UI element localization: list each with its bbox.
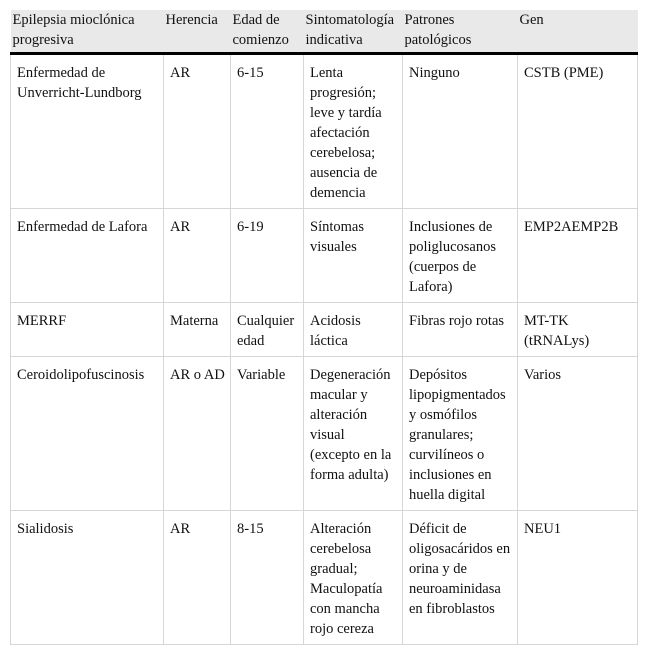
cell-onset-age: 8-15 <box>231 511 304 645</box>
cell-onset-age: Variable <box>231 357 304 511</box>
table-row <box>11 303 638 357</box>
cell-gene: Varios <box>518 357 638 511</box>
cell-inheritance: AR o AD <box>164 357 231 511</box>
table-row <box>11 54 638 209</box>
cell-pathology: Fibras rojo rotas <box>403 303 518 357</box>
header-gen: Gen <box>518 10 638 54</box>
table-row <box>11 357 638 511</box>
cell-onset-age: 6-15 <box>231 54 304 209</box>
cell-symptoms: Acidosis láctica <box>304 303 403 357</box>
cell-gene: EMP2AEMP2B <box>518 209 638 303</box>
table-container <box>10 10 637 645</box>
header-edad: Edad de comienzo <box>231 10 304 54</box>
cell-disease: Sialidosis <box>11 511 164 645</box>
cell-disease: Enfermedad de Unverricht-Lundborg <box>11 54 164 209</box>
cell-inheritance: AR <box>164 209 231 303</box>
cell-pathology: Déficit de oligosacáridos en orina y de neuroaminidasa en fibroblastos <box>403 511 518 645</box>
header-row <box>11 10 638 54</box>
cell-pathology: Inclusiones de poliglucosanos (cuerpos de Lafora) <box>403 209 518 303</box>
header-sintomatologia: Sintomatología indicativa <box>304 10 403 54</box>
cell-inheritance: Materna <box>164 303 231 357</box>
table-header <box>11 10 638 54</box>
cell-gene: CSTB (PME) <box>518 54 638 209</box>
header-epilepsia: Epilepsia mioclónica progresiva <box>11 10 164 54</box>
cell-pathology: Depósitos lipopigmentados y osmófilos granulares; curvilíneos o inclusiones en huella digital <box>403 357 518 511</box>
table-body <box>11 54 638 645</box>
cell-disease: Ceroidolipofuscinosis <box>11 357 164 511</box>
cell-inheritance: AR <box>164 511 231 645</box>
header-patrones: Patrones patológicos <box>403 10 518 54</box>
epilepsy-table <box>10 10 638 645</box>
cell-pathology: Ninguno <box>403 54 518 209</box>
table-row <box>11 511 638 645</box>
cell-onset-age: 6-19 <box>231 209 304 303</box>
cell-symptoms: Degeneración macular y alteración visual (excepto en la forma adulta) <box>304 357 403 511</box>
table-row <box>11 209 638 303</box>
cell-inheritance: AR <box>164 54 231 209</box>
cell-disease: Enfermedad de Lafora <box>11 209 164 303</box>
cell-symptoms: Alteración cerebelosa gradual; Maculopatía con mancha rojo cereza <box>304 511 403 645</box>
cell-gene: MT-TK (tRNALys) <box>518 303 638 357</box>
header-herencia: Herencia <box>164 10 231 54</box>
cell-disease: MERRF <box>11 303 164 357</box>
cell-gene: NEU1 <box>518 511 638 645</box>
cell-symptoms: Lenta progresión; leve y tardía afectación cerebelosa; ausencia de demencia <box>304 54 403 209</box>
cell-symptoms: Síntomas visuales <box>304 209 403 303</box>
cell-onset-age: Cualquier edad <box>231 303 304 357</box>
